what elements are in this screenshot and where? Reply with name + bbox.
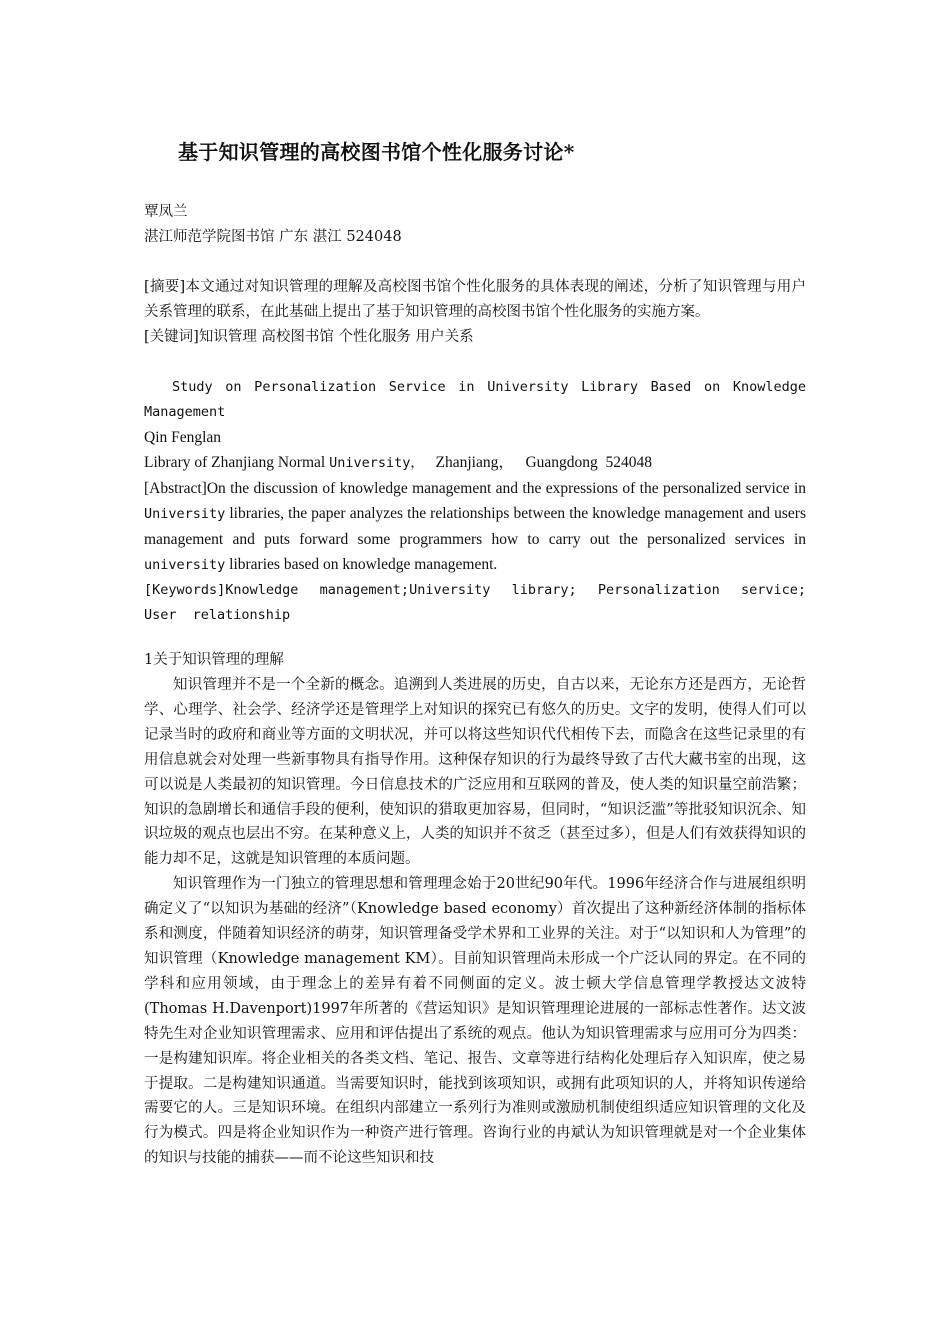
english-author: Qin Fenglan <box>144 429 222 446</box>
keywords-cn: [关键词]知识管理 高校图书馆 个性化服务 用户关系 <box>144 328 474 345</box>
section-1-heading: 1关于知识管理的理解 <box>144 652 284 668</box>
abstract-university-2: university <box>144 557 226 573</box>
abstract-cn-block <box>144 275 806 350</box>
abstract-part-a: [Abstract]On the discussion of knowledge management and the expressions of the personalized service in <box>144 480 806 497</box>
english-keywords: [Keywords]Knowledge management;University library; Personalization service; User relationship <box>144 582 806 623</box>
abstract-university-1: University <box>144 506 226 522</box>
abstract-part-b: libraries, the paper analyzes the relationships between the knowledge management and users management and puts forward some programmers how to carry out the personalized services in <box>144 505 806 548</box>
author-name: 覃凤兰 <box>144 204 188 220</box>
english-abstract <box>144 476 806 578</box>
abstract-part-c: libraries based on knowledge management. <box>225 556 498 573</box>
english-affiliation <box>144 450 806 476</box>
english-title: Study on Personalization Service in University Library Based on Knowledge Management <box>144 379 806 420</box>
affiliation-post: Zhanjiang， Guangdong 524048 <box>423 454 653 471</box>
author-block <box>144 200 806 250</box>
abstract-cn: [摘要]本文通过对知识管理的理解及高校图书馆个性化服务的具体表现的阐述，分析了知识管理与用户关系管理的联系，在此基础上提出了基于知识管理的高校图书馆个性化服务的实施方案。 <box>144 279 806 320</box>
section-1 <box>144 648 806 1171</box>
affiliation-pre: Library of Zhanjiang Normal <box>144 454 330 471</box>
page-title: 基于知识管理的高校图书馆个性化服务讨论* <box>178 140 575 164</box>
author-affiliation: 湛江师范学院图书馆 广东 湛江 524048 <box>144 229 402 245</box>
section-1-paragraph-1: 知识管理并不是一个全新的概念。追溯到人类进展的历史，自古以来，无论东方还是西方，无论哲学、心理学、社会学、经济学还是管理学上对知识的探究已有悠久的历史。文字的发明，使得人们可以记录当时的政府和商业等方面的文明状况，并可以将这些知识代代相传下去，而隐含在这些记录里的有用信息就会对处理一些新事物具有指导作用。这种保存知识的行为最终导致了古代大藏书室的出现，这可以说是人类最初的知识管理。今日信息技术的广泛应用和互联网的普及，使人类的知识量空前浩繁；知识的急剧增长和通信手段的便利，使知识的猎取更加容易，但同时，“知识泛滥”等批驳知识沉余、知识垃圾的观点也层出不穷。在某种意义上，人类的知识并不贫乏（甚至过多），但是人们有效获得知识的能力却不足，这就是知识管理的本质问题。 <box>144 677 806 868</box>
english-block <box>144 375 806 628</box>
affiliation-university: University， <box>329 455 424 471</box>
section-1-paragraph-2: 知识管理作为一门独立的管理思想和管理理念始于20世纪90年代。1996年经济合作与进展组织明确定义了“以知识为基础的经济”（Knowledge based economy）首次提出了这种新经济体制的指标体系和测度，伴随着知识经济的萌芽，知识管理备受学术界和工业界的关注。对于“以知识和人为管理”的知识管理（Knowledge management KM）。目前知识管理尚未形成一个广泛认同的界定。在不同的学科和应用领域，由于理念上的差异有着不同侧面的定义。波士顿大学信息管理学教授达文波特(Thomas H.Davenport)1997年所著的《营运知识》是知识管理理论进展的一部标志性著作。达文波特先生对企业知识管理需求、应用和评估提出了系统的观点。他认为知识管理需求与应用可分为四类：一是构建知识库。将企业相关的各类文档、笔记、报告、文章等进行结构化处理后存入知识库，使之易于提取。二是构建知识通道。当需要知识时，能找到该项知识，或拥有此项知识的人，并将知识传递给需要它的人。三是知识环境。在组织内部建立一系列行为准则或激励机制使组织适应知识管理的文化及行为模式。四是将企业知识作为一种资产进行管理。咨询行业的冉斌认为知识管理就是对一个企业集体的知识与技能的捕获——而不论这些知识和技 <box>144 876 806 1167</box>
